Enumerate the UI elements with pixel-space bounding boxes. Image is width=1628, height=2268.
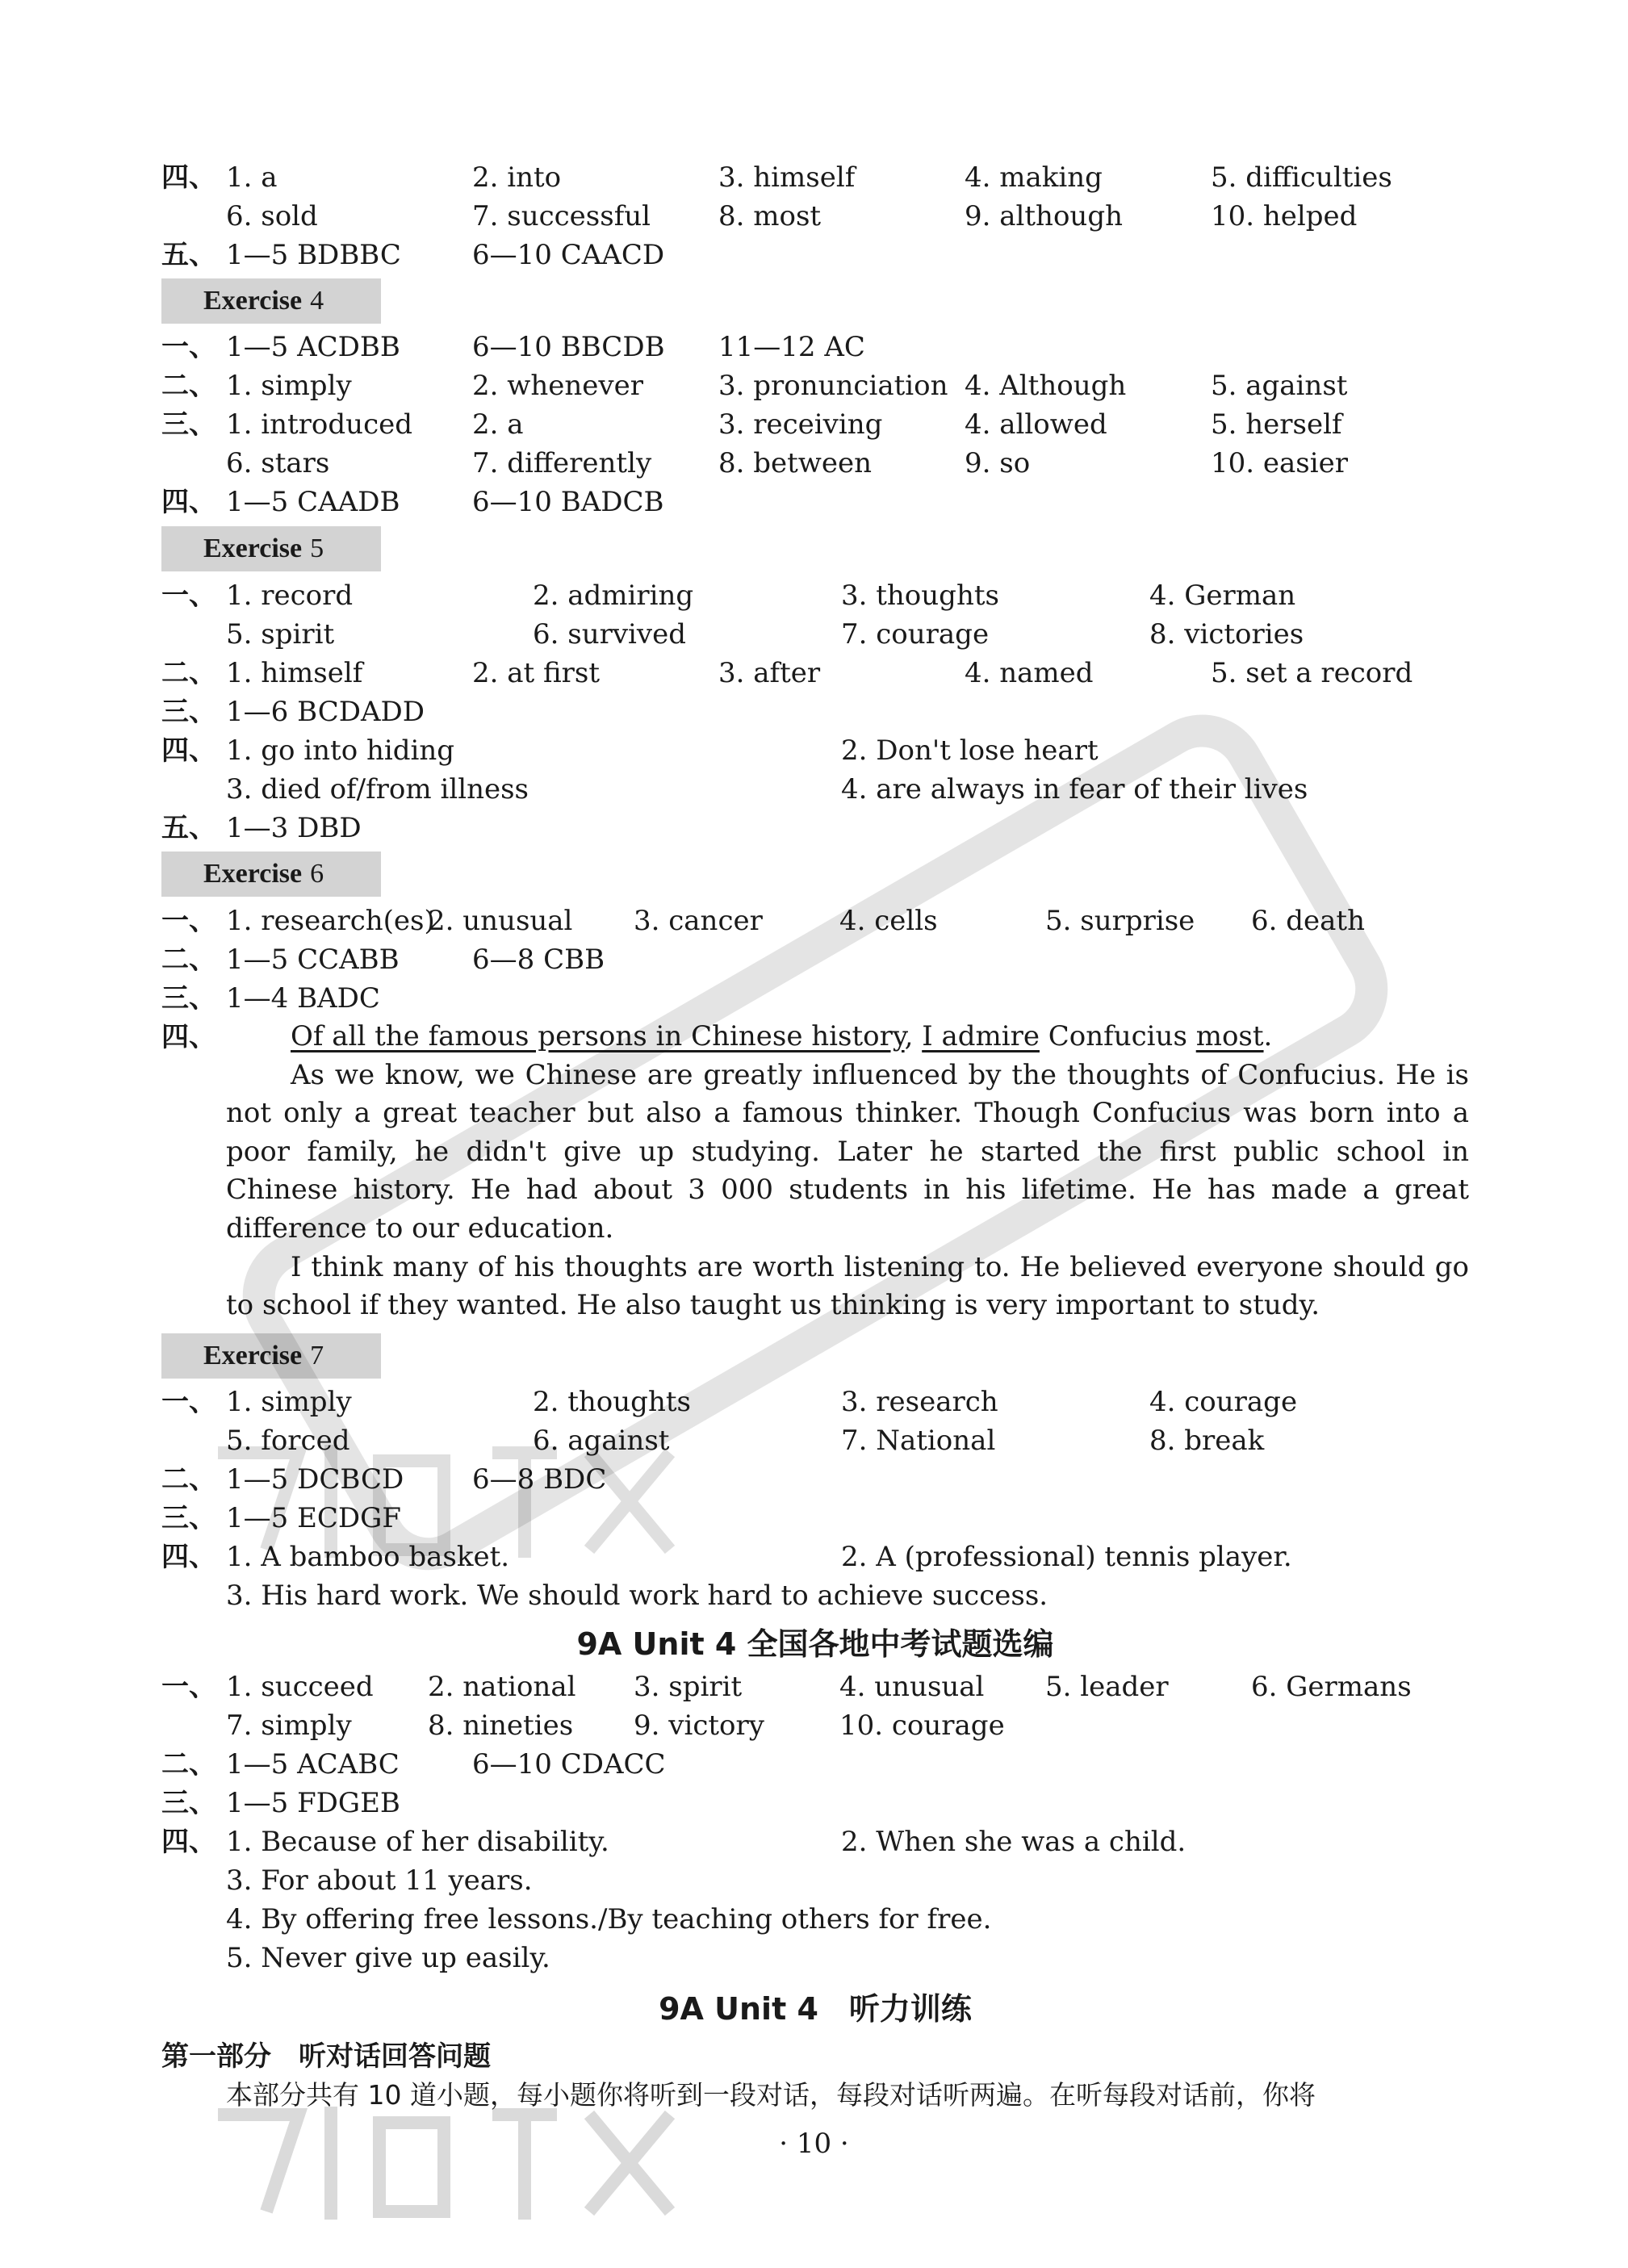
answer-row	[161, 940, 1469, 979]
answer-row	[161, 444, 1469, 483]
answer-item: 6. stars	[226, 447, 330, 479]
exercise-word: Exercise	[203, 859, 303, 889]
listening-title: 9A Unit 4 听力训练	[659, 1991, 972, 2027]
answer-row	[161, 770, 1469, 809]
answer-item: 1—5 ACDBB	[226, 331, 400, 363]
answer-item: 2. at first	[472, 657, 601, 689]
answer-item: 6—10 CDACC	[472, 1748, 666, 1781]
answer-item: 4. Although	[965, 370, 1127, 402]
answer-item: 8. most	[718, 200, 822, 232]
answer-item: 1. a	[226, 161, 278, 194]
answer-item: 7. successful	[472, 200, 651, 232]
answer-row	[161, 1576, 1469, 1615]
answer-row	[161, 902, 1469, 940]
listening-intro: 本部分共有 10 道小题，每小题你将听到一段对话，每段对话听两遍。在听每段对话前，你将	[226, 2079, 1316, 2111]
section-title: 9A Unit 4 全国各地中考试题选编	[576, 1626, 1054, 1662]
answer-row	[161, 1499, 1469, 1538]
answer-row	[161, 1900, 1469, 1939]
part-title: 第一部分 听对话回答问题	[161, 2040, 491, 2073]
answer-item: 1. go into hiding	[226, 734, 455, 767]
answer-item: 5. surprise	[1045, 905, 1195, 937]
exercise-word: Exercise	[203, 286, 303, 316]
answer-row	[161, 615, 1469, 654]
answer-item: 4. allowed	[965, 408, 1107, 441]
answer-item: 1—5 CCABB	[226, 944, 400, 976]
question-label: 五、	[161, 812, 216, 844]
exercise-7-heading	[161, 1333, 381, 1379]
answer-item: 11—12 AC	[718, 331, 865, 363]
answer-item: 8. nineties	[428, 1709, 574, 1742]
answer-item: 3. His hard work. We should work hard to achieve success.	[226, 1580, 1048, 1612]
question-label: 二、	[161, 370, 216, 402]
exercise-number: 6	[310, 859, 324, 889]
answer-item: 10. helped	[1211, 200, 1358, 232]
answer-row	[161, 1861, 1469, 1900]
answer-item: 5. spirit	[226, 618, 335, 651]
exercise-number: 7	[310, 1341, 324, 1370]
answer-item: 1—4 BADC	[226, 982, 380, 1015]
answer-row	[161, 1460, 1469, 1499]
exercise-number: 5	[310, 534, 324, 563]
exercise-5-heading	[161, 526, 381, 571]
answer-item: 2. When she was a child.	[841, 1826, 1186, 1858]
answer-item: 2. a	[472, 408, 524, 441]
answer-item: 9. although	[965, 200, 1123, 232]
answer-item: 3. spirit	[634, 1671, 743, 1703]
answer-item: 3. research	[841, 1386, 998, 1418]
question-label: 四、	[161, 734, 216, 767]
answer-item: 2. national	[428, 1671, 576, 1703]
answer-item: 5. leader	[1045, 1671, 1169, 1703]
exercise-word: Exercise	[203, 534, 303, 563]
answer-row	[161, 1745, 1469, 1784]
answer-row	[161, 1822, 1469, 1861]
answer-item: 4. are always in fear of their lives	[841, 773, 1308, 806]
answer-row	[161, 236, 1469, 274]
answer-item: 1—5 DCBCD	[226, 1463, 404, 1496]
question-label: 一、	[161, 905, 216, 937]
question-label: 四、	[161, 1826, 216, 1858]
essay-paragraph-1: As we know, we Chinese are greatly influenced by the thoughts of Confucius. He is not only a great teacher but also a famous thinker. Though Confucius was born into a poor family, he didn't give up studying. Later he started the first public school in Chinese history. He had about 3 000 students in his lifetime. He has made a great difference to our education.	[226, 1058, 1469, 1245]
answer-item: 6. death	[1251, 905, 1365, 937]
answer-item: 6. sold	[226, 200, 318, 232]
answer-row	[161, 979, 1469, 1018]
answer-item: 1. record	[226, 580, 354, 612]
answer-row	[161, 731, 1469, 770]
essay-title: Of all the famous persons in Chinese history, I admire Confucius most.	[291, 1020, 1273, 1052]
answer-item: 3. after	[718, 657, 821, 689]
question-label: 一、	[161, 580, 216, 612]
answer-item: 7. simply	[226, 1709, 352, 1742]
answer-row	[161, 693, 1469, 731]
answer-item: 1—5 FDGEB	[226, 1787, 400, 1819]
page-number: · 10 ·	[779, 2128, 849, 2160]
answer-item: 8. break	[1149, 1425, 1265, 1457]
question-label: 二、	[161, 1463, 216, 1496]
answer-item: 5. set a record	[1211, 657, 1413, 689]
answer-item: 3. thoughts	[841, 580, 999, 612]
answer-row	[161, 197, 1469, 236]
answer-item: 5. herself	[1211, 408, 1342, 441]
question-label: 五、	[161, 239, 216, 271]
answer-row	[161, 1668, 1469, 1706]
answer-item: 4. German	[1149, 580, 1296, 612]
question-label: 一、	[161, 331, 216, 363]
answer-row	[161, 405, 1469, 444]
answer-item: 3. pronunciation	[718, 370, 948, 402]
answer-row	[161, 1383, 1469, 1421]
question-label: 二、	[161, 657, 216, 689]
answer-item: 6—10 BADCB	[472, 486, 664, 518]
question-label: 三、	[161, 982, 216, 1015]
question-label: 二、	[161, 1748, 216, 1781]
answer-item: 5. Never give up easily.	[226, 1942, 550, 1974]
answer-item: 2. Don't lose heart	[841, 734, 1099, 767]
answer-item: 2. thoughts	[533, 1386, 691, 1418]
answer-item: 7. National	[841, 1425, 996, 1457]
answer-item: 4. courage	[1149, 1386, 1298, 1418]
answer-item: 2. A (professional) tennis player.	[841, 1541, 1292, 1573]
essay-paragraph-2: I think many of his thoughts are worth listening to. He believed everyone should go to school if they wanted. He also taught us thinking is very important to study.	[226, 1250, 1469, 1322]
answer-row	[161, 366, 1469, 405]
question-label: 一、	[161, 1671, 216, 1703]
answer-item: 1. research(es)	[226, 905, 435, 937]
answer-item: 8. victories	[1149, 618, 1304, 651]
answer-item: 1. Because of her disability.	[226, 1826, 609, 1858]
exercise-6-heading	[161, 852, 381, 897]
answer-item: 6—10 BBCDB	[472, 331, 665, 363]
answer-item: 4. cells	[839, 905, 938, 937]
answer-row	[161, 1421, 1469, 1460]
answer-item: 6. survived	[533, 618, 687, 651]
answer-item: 1. himself	[226, 657, 363, 689]
answer-item: 3. cancer	[634, 905, 763, 937]
answer-row	[161, 809, 1469, 847]
answer-item: 10. easier	[1211, 447, 1348, 479]
answer-item: 1. introduced	[226, 408, 412, 441]
answer-item: 4. named	[965, 657, 1094, 689]
question-label: 四、	[161, 486, 216, 518]
answer-item: 7. courage	[841, 618, 990, 651]
answer-row	[161, 1538, 1469, 1576]
answer-item: 2. admiring	[533, 580, 694, 612]
answer-item: 2. unusual	[428, 905, 573, 937]
question-label: 三、	[161, 696, 216, 728]
answer-row	[161, 328, 1469, 366]
question-label: 三、	[161, 408, 216, 441]
answer-item: 4. unusual	[839, 1671, 985, 1703]
answer-item: 5. difficulties	[1211, 161, 1392, 194]
answer-item: 6. Germans	[1251, 1671, 1412, 1703]
answer-row	[161, 1939, 1469, 1977]
answer-item: 2. whenever	[472, 370, 643, 402]
question-label: 二、	[161, 944, 216, 976]
question-label: 四、	[161, 161, 216, 194]
answer-item: 4. making	[965, 161, 1103, 194]
sample-essay	[226, 1018, 1469, 1325]
answer-item: 7. differently	[472, 447, 652, 479]
answer-row	[161, 1784, 1469, 1822]
answer-item: 1—5 ECDGF	[226, 1502, 401, 1534]
answer-item: 1. simply	[226, 1386, 352, 1418]
answer-item: 10. courage	[839, 1709, 1005, 1742]
question-label: 一、	[161, 1386, 216, 1418]
question-label: 四、	[161, 1021, 216, 1053]
answer-item: 9. victory	[634, 1709, 764, 1742]
answer-item: 1—5 CAADB	[226, 486, 400, 518]
exercise-word: Exercise	[203, 1341, 303, 1370]
answer-row	[161, 654, 1469, 693]
question-label: 三、	[161, 1502, 216, 1534]
exercise-4-heading	[161, 278, 381, 324]
answer-item: 9. so	[965, 447, 1031, 479]
answer-row	[161, 158, 1469, 197]
answer-item: 1. succeed	[226, 1671, 374, 1703]
answer-item: 3. receiving	[718, 408, 883, 441]
answer-item: 1—3 DBD	[226, 812, 362, 844]
answer-item: 4. By offering free lessons./By teaching others for free.	[226, 1903, 992, 1935]
answer-item: 3. himself	[718, 161, 856, 194]
answer-item: 1. A bamboo basket.	[226, 1541, 510, 1573]
answer-item: 2. into	[472, 161, 562, 194]
answer-item: 1. simply	[226, 370, 352, 402]
exercise-number: 4	[310, 286, 324, 316]
answer-item: 1—5 BDBBC	[226, 239, 401, 271]
answer-item: 6. against	[533, 1425, 670, 1457]
answer-item: 3. For about 11 years.	[226, 1864, 533, 1897]
answer-item: 1—5 ACABC	[226, 1748, 400, 1781]
answer-item: 5. against	[1211, 370, 1348, 402]
answer-item: 6—10 CAACD	[472, 239, 665, 271]
question-label: 四、	[161, 1541, 216, 1573]
answer-row	[161, 483, 1469, 521]
answer-item: 3. died of/from illness	[226, 773, 529, 806]
answer-row	[161, 1706, 1469, 1745]
answer-item: 8. between	[718, 447, 873, 479]
answer-item: 5. forced	[226, 1425, 350, 1457]
question-label: 三、	[161, 1787, 216, 1819]
answer-item: 6—8 BDC	[472, 1463, 607, 1496]
answer-item: 6—8 CBB	[472, 944, 605, 976]
answer-item: 1—6 BCDADD	[226, 696, 425, 728]
answer-row	[161, 576, 1469, 615]
